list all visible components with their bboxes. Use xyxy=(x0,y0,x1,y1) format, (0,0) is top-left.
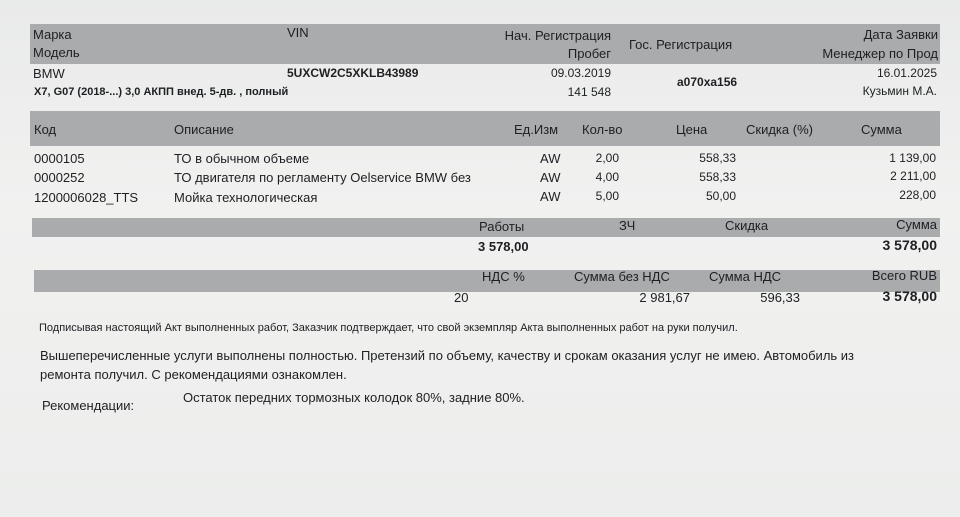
label-vin: VIN xyxy=(287,25,309,40)
recommendations-text: Остаток передних тормозных колодок 80%, задние 80%. xyxy=(183,390,525,405)
label-manager: Менеджер по Прод xyxy=(822,46,938,61)
value-initial-registration: 09.03.2019 xyxy=(550,66,611,80)
cell-qty: 2,00 xyxy=(595,151,619,165)
cell-price: 558,33 xyxy=(699,170,736,184)
value-manager: Кузьмин М.А. xyxy=(862,84,937,98)
recommendations-label: Рекомендации: xyxy=(42,398,135,413)
statement-line-2: ремонта получил. С рекомендациями ознакомлен. xyxy=(40,367,347,382)
column-qty: Кол-во xyxy=(582,122,623,137)
column-price: Цена xyxy=(676,122,708,137)
vat-label-rate: НДС % xyxy=(482,269,525,284)
totals-label-works: Работы xyxy=(479,219,525,234)
column-sum: Сумма xyxy=(861,122,902,137)
label-make: Марка xyxy=(33,27,72,42)
cell-price: 50,00 xyxy=(705,189,736,203)
totals-value-works: 3 578,00 xyxy=(478,239,529,254)
label-request-date: Дата Заявки xyxy=(863,27,938,42)
value-mileage: 141 548 xyxy=(567,85,611,99)
vat-label-net: Сумма без НДС xyxy=(574,269,670,284)
cell-code: 1200006028_TTS xyxy=(34,190,139,205)
column-description: Описание xyxy=(174,122,234,137)
value-model: X7, G07 (2018-...) 3,0 АКПП внед. 5-дв. , полный xyxy=(34,86,289,98)
statement-line-1: Вышеперечисленные услуги выполнены полностью. Претензий по объему, качеству и срокам оказания услуг не имею. Автомобиль из xyxy=(40,348,855,363)
cell-unit: AW xyxy=(540,189,561,204)
label-initial-registration: Нач. Регистрация xyxy=(504,28,611,43)
cell-unit: AW xyxy=(540,170,561,185)
label-plate-registration: Гос. Регистрация xyxy=(629,37,733,52)
cell-qty: 5,00 xyxy=(595,189,619,203)
totals-label-parts: ЗЧ xyxy=(619,218,636,233)
acknowledgement-text: Подписывая настоящий Акт выполненных работ, Заказчик подтверждает, что свой экземпляр Акта выполненных работ на руки получил. xyxy=(39,322,738,334)
column-unit: Ед.Изм xyxy=(514,122,559,137)
column-code: Код xyxy=(34,122,57,137)
vat-label-vat-sum: Сумма НДС xyxy=(709,269,782,284)
vat-value-rate: 20 xyxy=(454,290,469,305)
cell-sum: 2 211,00 xyxy=(890,169,936,183)
cell-description: Мойка технологическая xyxy=(174,190,318,205)
label-mileage: Пробег xyxy=(567,46,611,61)
column-discount: Скидка (%) xyxy=(746,122,813,137)
vat-value-total: 3 578,00 xyxy=(882,288,937,304)
cell-sum: 228,00 xyxy=(899,188,936,202)
vat-value-net: 2 981,67 xyxy=(639,290,690,305)
totals-label-discount: Скидка xyxy=(725,218,769,233)
cell-description: ТО в обычном объеме xyxy=(174,151,310,166)
cell-code: 0000252 xyxy=(34,170,85,185)
label-model: Модель xyxy=(33,45,80,60)
totals-label-sum: Сумма xyxy=(896,217,937,232)
value-vin: 5UXCW2C5XKLB43989 xyxy=(287,66,419,80)
vat-label-total: Всего RUB xyxy=(871,268,937,283)
totals-value-sum: 3 578,00 xyxy=(882,237,937,253)
value-plate: а070ха156 xyxy=(677,75,738,89)
value-make: BMW xyxy=(33,66,65,81)
cell-price: 558,33 xyxy=(699,151,736,165)
cell-code: 0000105 xyxy=(34,151,85,166)
cell-qty: 4,00 xyxy=(595,170,619,184)
cell-sum: 1 139,00 xyxy=(889,151,936,165)
cell-unit: AW xyxy=(540,151,561,166)
vat-value-vat-sum: 596,33 xyxy=(760,290,800,305)
cell-description: ТО двигателя по регламенту Oelservice BMW без xyxy=(174,170,471,185)
value-request-date: 16.01.2025 xyxy=(876,66,937,80)
